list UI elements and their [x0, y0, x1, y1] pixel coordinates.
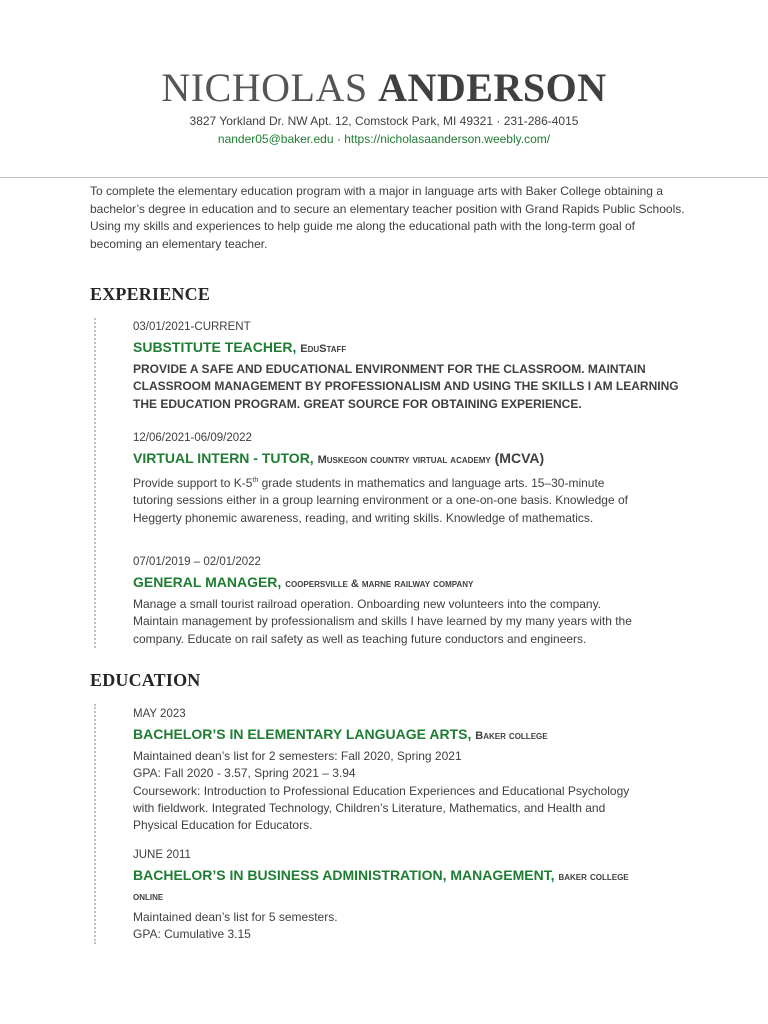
contact-web-line — [0, 131, 768, 147]
resume-name — [0, 62, 768, 114]
experience-heading: EXPERIENCE — [90, 284, 211, 304]
last-name: ANDERSON — [378, 65, 607, 110]
separator: · — [336, 132, 341, 146]
phone: 231-286-4015 — [503, 114, 579, 128]
education-dotted-rule — [94, 704, 96, 944]
email-link[interactable]: nander05@baker.edu — [217, 132, 334, 146]
entry-description: Provide support to K-5th grade students in mathematics and language arts. 15–30-minute tutoring sessions either in a group learning environment or a one-on-one basis. Knowledge of Heggerty phonemic awareness, reading, and writing skills. Knowledge of mathematics. — [133, 476, 628, 525]
entry-description: Maintained dean’s list for 5 semesters. GPA: Cumulative 3.15 — [133, 910, 338, 942]
entry-dates: 12/06/2021-06/09/2022 — [133, 432, 252, 444]
separator: · — [496, 114, 501, 128]
experience-entry — [133, 319, 679, 413]
first-name: NICHOLAS — [161, 65, 368, 110]
education-entry — [133, 706, 673, 834]
experience-entry — [133, 554, 673, 648]
entry-org: Muskegon country virtual academy — [317, 454, 491, 466]
entry-title: SUBSTITUTE TEACHER, EduStaff — [133, 339, 347, 355]
entry-dates: JUNE 2011 — [133, 849, 191, 861]
entry-description: Manage a small tourist railroad operation. Onboarding new volunteers into the company. Maintain management by professionalism and skills I have learned by my many years with the company. Educate on rail safety as well as teaching future conductors and engineers. — [133, 597, 632, 646]
entry-org: EduStaff — [300, 343, 347, 355]
education-entry — [133, 847, 673, 944]
website-link[interactable]: https://nicholasaanderson.weebly.com/ — [344, 132, 551, 146]
entry-title: GENERAL MANAGER, coopersville & marne railway company — [133, 574, 474, 590]
entry-org-continued: online — [133, 891, 164, 903]
contact-address-line — [0, 113, 768, 129]
entry-org: coopersville & marne railway company — [285, 578, 474, 590]
entry-org: baker college — [558, 871, 629, 883]
entry-dates: MAY 2023 — [133, 708, 186, 720]
entry-title: BACHELOR’S IN ELEMENTARY LANGUAGE ARTS, Baker college — [133, 726, 548, 742]
experience-entry — [133, 430, 673, 527]
entry-dates: 03/01/2021-CURRENT — [133, 321, 251, 333]
education-heading: EDUCATION — [90, 670, 201, 690]
experience-dotted-rule — [94, 318, 96, 648]
entry-dates: 07/01/2019 – 02/01/2022 — [133, 556, 261, 568]
entry-org: Baker college — [475, 730, 548, 742]
entry-description: PROVIDE A SAFE AND EDUCATIONAL ENVIRONMENT FOR THE CLASSROOM. MAINTAIN CLASSROOM MANAGEMENT BY PROFESSIONALISM AND USING THE SKILLS I AM LEARNING THE EDUCATION PROGRAM. GREAT SOURCE FOR OBTAINING EXPERIENCE. — [133, 362, 679, 411]
header-divider — [0, 177, 768, 178]
objective-text: To complete the elementary education program with a major in language arts with Baker College obtaining a bachelor’s degree in education and to secure an elementary teacher position with Grand Rapids Public Schools. Using my skills and experiences to help guide me along the educational path with the long-term goal of becoming an elementary teacher. — [90, 184, 685, 251]
address: 3827 Yorkland Dr. NW Apt. 12, Comstock Park, MI 49321 — [189, 114, 494, 128]
entry-title: VIRTUAL INTERN - TUTOR, Muskegon country virtual academy (MCVA) — [133, 450, 545, 466]
entry-title: BACHELOR’S IN BUSINESS ADMINISTRATION, MANAGEMENT, baker college — [133, 867, 629, 883]
entry-description: Maintained dean’s list for 2 semesters: Fall 2020, Spring 2021 GPA: Fall 2020 - 3.57, Spring 2021 – 3.94 Coursework: Introduction to Professional Education Experiences and Educational Psychology with fieldwork. Integrated Technology, Children’s Literature, Mathematics, and Health and Physical Education for Educators. — [133, 749, 630, 833]
